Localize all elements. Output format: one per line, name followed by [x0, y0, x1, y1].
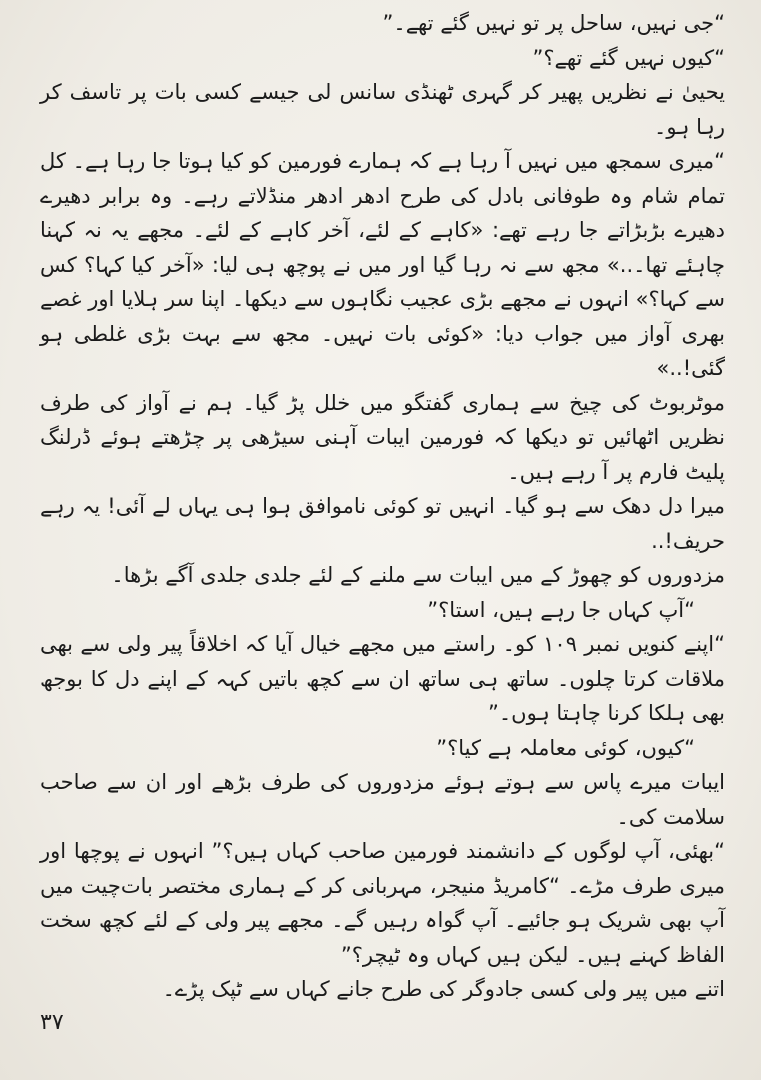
page-number: ۳۷ [40, 1010, 64, 1035]
paragraph: “اپنے کنویں نمبر ۱۰۹ کو۔ راستے میں مجھے خیال آیا کہ اخلاقاً پیر ولی سے بھی ملاقات کرتا چلوں۔ ساتھ ہی ساتھ ان سے کچھ باتیں کہہ کے اپنے دل کا بوجھ بھی ہلکا کرنا چاہتا ہوں۔” [40, 632, 725, 725]
page-text [40, 6, 725, 1007]
paragraph: میرا دل دھک سے ہو گیا۔ انہیں تو کوئی ناموافق ہوا ہی یہاں لے آئی! یہ رہے حریف!.. [40, 494, 725, 553]
paragraph: “جی نہیں، ساحل پر تو نہیں گئے تھے۔” [382, 11, 725, 35]
paragraph: اتنے میں پیر ولی کسی جادوگر کی طرح جانے کہاں سے ٹپک پڑے۔ [162, 977, 725, 1001]
paragraph: “کیوں، کوئی معاملہ ہے کیا؟” [436, 735, 695, 760]
paragraph: ایبات میرے پاس سے ہوتے ہوئے مزدوروں کی طرف بڑھے اور ان سے صاحب سلامت کی۔ [40, 770, 725, 829]
paragraph: “آپ کہاں جا رہے ہیں، استا؟” [427, 597, 695, 622]
paragraph: “کیوں نہیں گئے تھے؟” [532, 45, 725, 70]
paragraph: “میری سمجھ میں نہیں آ رہا ہے کہ ہمارے فورمین کو کیا ہوتا جا رہا ہے۔ کل تمام شام وہ طوفانی بادل کی طرح ادھر ادھر منڈلاتے رہے۔ وہ برابر دھیرے دھیرے بڑبڑاتے جا رہے تھے: «کاہے کے لئے، آخر کاہے کے لئے۔ مجھے یہ نہ کہنا چاہئے تھا۔..» مجھ سے نہ رہا گیا اور میں نے پوچھ ہی لیا: «آخر کیا کہا؟ کس سے کہا؟» انہوں نے مجھے بڑی عجیب نگاہوں سے دیکھا۔ اپنا سر ہلایا اور غصے بھری آواز میں جواب دیا: «کوئی بات نہیں۔ مجھ سے بہت بڑی غلطی ہو گئی!..» [40, 149, 725, 380]
paragraph: یحییٰ نے نظریں پھیر کر گہری ٹھنڈی سانس لی جیسے کسی بات پر تاسف کر رہا ہو۔ [40, 80, 725, 139]
paragraph: موٹربوٹ کی چیخ سے ہماری گفتگو میں خلل پڑ گیا۔ ہم نے آواز کی طرف نظریں اٹھائیں تو دیکھا کہ فورمین ایبات آہنی سیڑھی پر چڑھتے ہوئے ڈرلنگ پلیٹ فارم پر آ رہے ہیں۔ [40, 390, 725, 484]
paragraph: “بھئی، آپ لوگوں کے دانشمند فورمین صاحب کہاں ہیں؟” انہوں نے پوچھا اور میری طرف مڑے۔ “کامریڈ منیجر، مہربانی کر کے ہماری مختصر بات‌چیت میں آپ بھی شریک ہو جائیے۔ آپ گواہ رہیں گے۔ مجھے پیر ولی کے لئے کچھ سخت الفاظ کہنے ہیں۔ لیکن ہیں کہاں وہ ٹیچر؟” [40, 839, 725, 967]
paragraph: مزدوروں کو چھوڑ کے میں ایبات سے ملنے کے لئے جلدی جلدی آگے بڑھا۔ [111, 563, 725, 587]
